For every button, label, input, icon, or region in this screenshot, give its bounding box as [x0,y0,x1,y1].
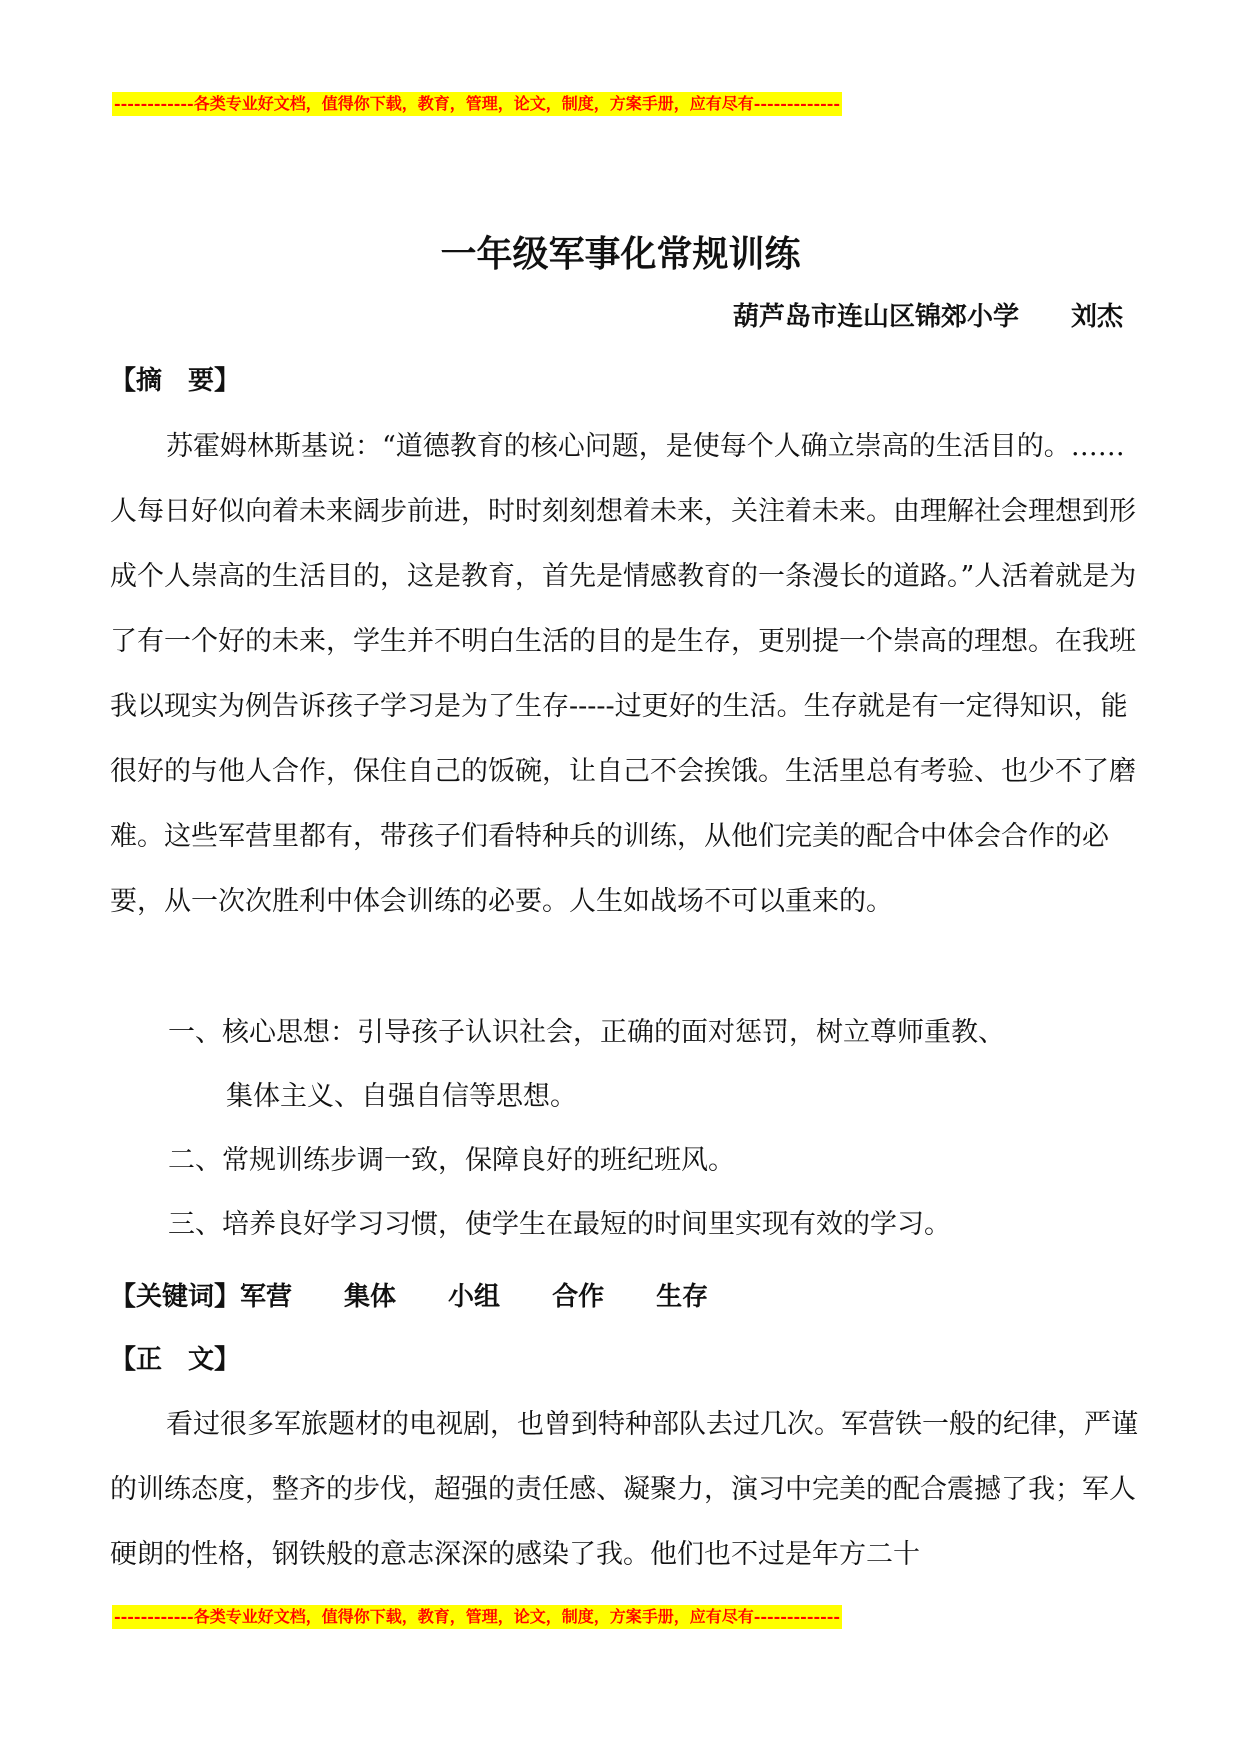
list-item-3: 三、培养良好学习习惯，使学生在最短的时间里实现有效的学习。 [168,1209,951,1240]
keyword: 集体 [344,1282,397,1312]
author-line: 葫芦岛市连山区锦郊小学 刘杰 [732,302,1123,332]
keywords-line [110,1276,760,1313]
list-item-1-continuation: 集体主义、自强自信等思想。 [226,1081,577,1112]
keywords-label: 【关键词】 [110,1282,241,1312]
keyword: 合作 [552,1282,605,1312]
body-paragraph: 看过很多军旅题材的电视剧，也曾到特种部队去过几次。军营铁一般的纪律，严谨的训练态度，整齐的步伐，超强的责任感、凝聚力，演习中完美的配合震撼了我；军人硬朗的性格，钢铁般的意志深深的感染了我。他们也不过是年方二十 [110,1409,1138,1570]
footer-banner: ------------各类专业好文档，值得你下载，教育，管理，论文，制度，方案手册，应有尽有------------- [112,1605,842,1629]
list-item-2: 二、常规训练步调一致，保障良好的班纪班风。 [168,1145,735,1176]
keyword: 生存 [656,1282,709,1312]
abstract-heading: 【摘 要】 [110,366,241,396]
header-banner: ------------各类专业好文档，值得你下载，教育，管理，论文，制度，方案手册，应有尽有------------- [112,92,842,116]
document-title: 一年级军事化常规训练 [440,234,801,275]
abstract-paragraph: 苏霍姆林斯基说：“道德教育的核心问题，是使每个人确立崇高的生活目的。……人每日好似向着未来阔步前进，时时刻刻想着未来，关注着未来。由理解社会理想到形成个人崇高的生活目的，这是教育，首先是情感教育的一条漫长的道路。”人活着就是为了有一个好的未来，学生并不明白生活的目的是生存，更别提一个崇高的理想。在我班我以现实为例告诉孩子学习是为了生存-----过更好的生活。生存就是有一定得知识，能很好的与他人合作，保住自己的饭碗，让自己不会挨饿。生活里总有考验、也少不了磨难。这些军营里都有，带孩子们看特种兵的训练，从他们完美的配合中体会合作的必要，从一次次胜利中体会训练的必要。人生如战场不可以重来的。 [110,431,1137,917]
body-heading: 【正 文】 [110,1345,241,1375]
keyword: 军营 [240,1282,293,1312]
keyword: 小组 [448,1282,501,1312]
list-item-1: 一、核心思想：引导孩子认识社会，正确的面对惩罚，树立尊师重教、 [168,1017,1005,1048]
